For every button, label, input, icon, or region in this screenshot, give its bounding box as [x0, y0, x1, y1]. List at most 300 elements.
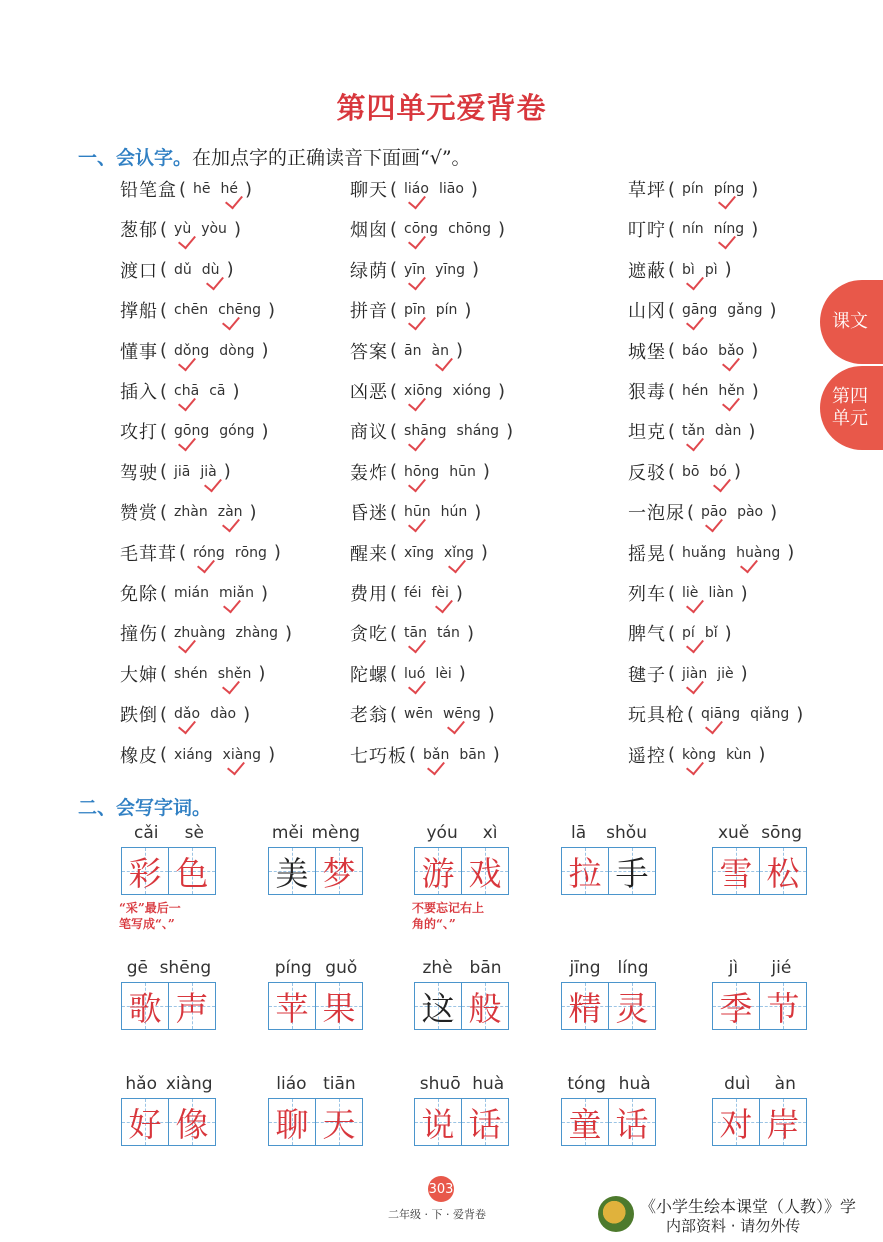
writing-pinyin [561, 823, 657, 843]
grid-box[interactable] [609, 1098, 656, 1146]
pinyin-option-b[interactable]: pì [704, 261, 718, 278]
tianzi-grid [561, 982, 657, 1030]
reading-word: 费用 [350, 584, 388, 605]
reading-item [120, 214, 243, 244]
grid-box[interactable] [121, 847, 169, 895]
pinyin-option-a[interactable]: zhàn [174, 504, 208, 521]
pinyin-option-a[interactable]: hén [682, 383, 709, 399]
paren-close: ) [740, 582, 748, 604]
pinyin-option-b[interactable]: cā [209, 383, 226, 399]
reading-word: 城堡 [628, 341, 666, 363]
paren-close: ) [758, 744, 766, 766]
reading-item [628, 174, 760, 204]
paren-close: ) [470, 178, 478, 200]
tianzi-grid [268, 982, 364, 1030]
writing-note: “采”最后一 笔写成“、” [119, 901, 181, 931]
pinyin-option-a[interactable]: dǒng [174, 342, 210, 359]
tianzi-grid [561, 847, 657, 895]
grid-box[interactable] [414, 847, 462, 895]
reading-word: 凶恶 [350, 382, 388, 403]
pinyin-option-a[interactable]: kòng [682, 746, 716, 763]
pinyin-option-a[interactable]: yīn [404, 261, 426, 278]
pinyin-option-b[interactable]: píng [713, 181, 745, 197]
paren-close: ) [226, 259, 234, 281]
pinyin-syllable: tóng [567, 1074, 606, 1094]
grid-box[interactable] [121, 1098, 169, 1146]
reading-word: 陀螺 [350, 664, 388, 686]
pinyin-option-b[interactable]: jià [200, 463, 217, 480]
reading-word: 插入 [120, 382, 158, 403]
pinyin-option-b[interactable]: zhàng [235, 625, 279, 642]
paren-open: ( [160, 582, 168, 604]
paren-open: ( [668, 299, 676, 321]
writing-pinyin [268, 1074, 364, 1094]
grid-box[interactable] [760, 982, 807, 1030]
tianzi-grid [121, 1098, 217, 1146]
pinyin-option-b[interactable]: dào [210, 706, 237, 723]
pinyin-option-b[interactable]: pín [435, 302, 458, 319]
reading-word: 坦克 [628, 422, 666, 444]
writing-pinyin [121, 1074, 217, 1094]
pinyin-option-b[interactable]: rōng [234, 544, 267, 561]
reading-word: 脾气 [628, 624, 666, 646]
pinyin-syllable: líng [617, 958, 649, 978]
reading-item [120, 457, 233, 487]
paren-open: ( [390, 340, 398, 362]
reading-item [350, 295, 473, 325]
section-2-lead: 二、会写字词。 [78, 797, 212, 819]
paren-close: ) [273, 542, 281, 564]
pinyin-option-b[interactable]: liāo [438, 181, 464, 197]
reading-item [120, 416, 271, 446]
writing-note: 不要忘记右上 角的“、” [412, 901, 485, 931]
tianzi-grid [268, 847, 364, 895]
pinyin-option-a[interactable]: qiāng [701, 706, 741, 723]
paren-open: ( [668, 744, 676, 766]
paren-close: ) [733, 461, 741, 483]
reading-word: 绿荫 [350, 260, 388, 282]
grid-box[interactable] [462, 847, 509, 895]
hanzi-char: 话 [615, 1104, 649, 1144]
paren-close: ) [232, 380, 240, 402]
pinyin-option-b[interactable]: bān [459, 746, 486, 763]
paren-open: ( [160, 380, 168, 402]
reading-item [628, 740, 767, 770]
pinyin-option-a[interactable]: nín [682, 221, 704, 238]
pinyin-option-b[interactable]: yīng [435, 261, 466, 278]
paren-close: ) [751, 340, 759, 362]
tianzi-grid [712, 982, 808, 1030]
grid-box[interactable] [169, 847, 216, 895]
paren-open: ( [668, 582, 676, 604]
grid-box[interactable] [609, 847, 656, 895]
paren-close: ) [472, 259, 480, 281]
writing-pinyin [712, 1074, 808, 1094]
pinyin-option-a[interactable]: zhuàng [174, 625, 226, 642]
reading-item [628, 497, 779, 527]
pinyin-option-a[interactable]: hūn [404, 504, 431, 521]
pinyin-option-a[interactable]: bì [682, 261, 695, 278]
grid-box[interactable] [316, 1098, 363, 1146]
tianzi-grid [414, 847, 510, 895]
pinyin-option-a[interactable]: mián [174, 585, 210, 601]
paren-close: ) [480, 542, 488, 564]
reading-item [628, 457, 743, 487]
pinyin-option-b[interactable]: zàn [217, 504, 243, 521]
pinyin-option-b[interactable]: gǎng [727, 302, 763, 319]
writing-pinyin [268, 823, 364, 843]
pinyin-syllable: jīng [569, 958, 601, 978]
pinyin-option-b[interactable]: bǐ [704, 625, 718, 642]
reading-item [120, 255, 236, 285]
pinyin-option-a[interactable]: róng [193, 544, 225, 561]
grid-box[interactable] [561, 982, 609, 1030]
reading-item [350, 578, 465, 608]
paren-close: ) [233, 218, 241, 240]
pinyin-option-b[interactable]: góng [219, 423, 255, 440]
tianzi-grid [414, 982, 510, 1030]
pinyin-option-b[interactable]: dàn [714, 423, 742, 440]
paren-close: ) [458, 663, 466, 685]
pinyin-option-a[interactable]: pīn [404, 302, 426, 319]
reading-word: 撑船 [120, 301, 158, 323]
reading-word: 昏迷 [350, 503, 388, 525]
reading-item [628, 578, 750, 608]
paren-close: ) [466, 622, 474, 644]
paren-open: ( [390, 501, 398, 523]
tianzi-grid [268, 1098, 364, 1146]
pinyin-option-a[interactable]: hē [193, 181, 211, 197]
paren-open: ( [160, 461, 168, 483]
hanzi-char: 聊 [275, 1104, 309, 1144]
pinyin-option-b[interactable]: chēng [218, 302, 262, 319]
grid-box[interactable] [316, 982, 363, 1030]
pinyin-syllable: cǎi [134, 823, 159, 843]
pinyin-option-b[interactable]: shěn [217, 665, 252, 682]
hanzi-char: 彩 [128, 853, 162, 893]
publisher-logo-icon [598, 1196, 634, 1232]
pinyin-option-a[interactable]: liè [682, 585, 699, 601]
pinyin-option-a[interactable]: ān [404, 342, 422, 359]
pinyin-option-b[interactable]: wēng [442, 706, 481, 723]
pinyin-option-a[interactable]: bō [682, 463, 700, 480]
reading-word: 撞伤 [120, 624, 158, 646]
paren-close: ) [455, 340, 463, 362]
reading-word: 驾驶 [120, 462, 158, 484]
pinyin-option-b[interactable]: xióng [452, 383, 492, 399]
pinyin-option-b[interactable]: hún [440, 504, 468, 521]
grid-box[interactable] [414, 1098, 462, 1146]
pinyin-syllable: shuō [419, 1074, 461, 1094]
reading-word: 遥控 [628, 745, 666, 767]
paren-open: ( [160, 703, 168, 725]
writing-pinyin [121, 823, 217, 843]
paren-close: ) [751, 380, 759, 402]
grid-box[interactable] [561, 1098, 609, 1146]
reading-item [120, 659, 267, 689]
pinyin-syllable: huà [472, 1074, 505, 1094]
hanzi-char: 美 [275, 853, 309, 893]
paren-open: ( [160, 744, 168, 766]
reading-item [120, 618, 294, 648]
pinyin-option-a[interactable]: xiáng [174, 746, 213, 763]
pinyin-option-b[interactable]: lèi [435, 665, 452, 682]
grid-box[interactable] [609, 982, 656, 1030]
pinyin-option-b[interactable]: hé [220, 181, 239, 197]
reading-word: 葱郁 [120, 220, 158, 242]
reading-item [120, 295, 277, 325]
reading-item [628, 699, 805, 729]
paren-close: ) [268, 299, 276, 321]
pinyin-option-a[interactable]: huǎng [682, 544, 727, 561]
pinyin-syllable: lā [571, 823, 587, 843]
pinyin-syllable: tiān [323, 1074, 356, 1094]
paren-open: ( [668, 380, 676, 402]
pinyin-syllable: sè [184, 823, 204, 843]
paren-open: ( [668, 542, 676, 564]
pinyin-option-b[interactable]: dù [201, 261, 220, 278]
grid-box[interactable] [316, 847, 363, 895]
grid-box[interactable] [169, 982, 216, 1030]
pinyin-option-b[interactable]: xǐng [443, 544, 474, 561]
paren-open: ( [390, 178, 398, 200]
reading-word: 橡皮 [120, 745, 158, 767]
pinyin-option-b[interactable]: fèi [431, 585, 449, 601]
tianzi-grid [712, 1098, 808, 1146]
reading-word: 免除 [120, 584, 158, 605]
paren-open: ( [687, 501, 695, 523]
pinyin-option-b[interactable]: yòu [201, 221, 227, 238]
writing-pinyin [561, 1074, 657, 1094]
hanzi-char: 节 [766, 988, 800, 1028]
reading-word: 毛茸茸 [120, 543, 177, 565]
grid-box[interactable] [712, 847, 760, 895]
pinyin-syllable: gē [126, 958, 149, 978]
pinyin-option-a[interactable]: hōng [404, 463, 440, 480]
pinyin-option-a[interactable]: báo [682, 342, 709, 359]
pinyin-option-a[interactable]: pín [682, 181, 704, 197]
grid-box[interactable] [561, 847, 609, 895]
paren-open: ( [668, 622, 676, 644]
pinyin-syllable: xuě [717, 823, 750, 843]
paren-close: ) [261, 420, 269, 442]
pinyin-option-b[interactable]: pào [737, 504, 764, 521]
writing-pinyin [268, 958, 364, 978]
grid-box[interactable] [169, 1098, 216, 1146]
hanzi-char: 灵 [615, 988, 649, 1028]
reading-item [628, 659, 750, 689]
paren-open: ( [160, 622, 168, 644]
reading-word: 赞赏 [120, 503, 158, 525]
paren-close: ) [261, 340, 269, 362]
pinyin-option-a[interactable]: pāo [701, 504, 728, 521]
paren-close: ) [769, 299, 777, 321]
paren-open: ( [160, 340, 168, 362]
reading-word: 答案 [350, 341, 388, 363]
hanzi-char: 游 [421, 853, 455, 893]
pinyin-option-b[interactable]: xiàng [222, 746, 262, 763]
paren-open: ( [668, 420, 676, 442]
grid-box[interactable] [268, 1098, 316, 1146]
pinyin-syllable: zhè [422, 958, 453, 978]
pinyin-option-a[interactable]: cōng [404, 221, 439, 238]
paren-open: ( [409, 744, 417, 766]
pinyin-option-a[interactable]: shén [174, 665, 208, 682]
pinyin-option-b[interactable]: liàn [708, 585, 734, 601]
pinyin-syllable: hǎo [125, 1074, 157, 1094]
pinyin-option-a[interactable]: tān [404, 625, 427, 642]
paren-close: ) [497, 218, 505, 240]
reading-item [350, 376, 507, 406]
tianzi-grid [121, 982, 217, 1030]
pinyin-option-a[interactable]: chā [174, 383, 200, 399]
paren-open: ( [160, 218, 168, 240]
paren-close: ) [770, 501, 778, 523]
pinyin-option-a[interactable]: jiā [174, 463, 191, 480]
pinyin-option-b[interactable]: dòng [219, 342, 255, 359]
pinyin-option-b[interactable]: jiè [717, 665, 734, 682]
tianzi-grid [121, 847, 217, 895]
grid-box[interactable] [712, 1098, 760, 1146]
reading-item [350, 497, 483, 527]
pinyin-option-a[interactable]: wēn [404, 706, 433, 723]
pinyin-option-a[interactable]: gōng [174, 423, 210, 440]
grid-box[interactable] [462, 982, 509, 1030]
paren-open: ( [390, 461, 398, 483]
pinyin-syllable: xì [482, 823, 498, 843]
pinyin-option-a[interactable]: luó [404, 665, 426, 682]
section-1-heading [78, 143, 471, 170]
pinyin-option-b[interactable]: miǎn [219, 585, 254, 601]
paren-open: ( [668, 663, 676, 685]
pinyin-option-a[interactable]: dǎo [174, 706, 201, 723]
tab-lesson[interactable] [820, 280, 883, 364]
paren-open: ( [668, 178, 676, 200]
pinyin-option-b[interactable]: tán [436, 625, 460, 642]
writing-pinyin [712, 958, 808, 978]
writing-pinyin [414, 823, 510, 843]
paren-open: ( [668, 259, 676, 281]
paren-close: ) [751, 178, 759, 200]
reading-item [628, 376, 761, 406]
tianzi-grid [712, 847, 808, 895]
paren-open: ( [687, 703, 695, 725]
paren-close: ) [482, 461, 490, 483]
reading-item [628, 618, 734, 648]
pinyin-option-b[interactable]: huàng [736, 544, 781, 561]
reading-word: 跌倒 [120, 705, 158, 727]
pinyin-option-a[interactable]: jiàn [682, 665, 708, 682]
paren-close: ) [464, 299, 472, 321]
pinyin-option-b[interactable]: àn [431, 342, 449, 359]
pinyin-option-b[interactable]: hūn [449, 463, 476, 480]
paren-open: ( [668, 218, 676, 240]
pinyin-option-a[interactable]: yù [174, 221, 192, 238]
section-2-heading [78, 793, 211, 820]
pinyin-option-b[interactable]: bó [709, 463, 727, 480]
grid-box[interactable] [760, 847, 807, 895]
pinyin-option-a[interactable]: xiōng [404, 383, 443, 399]
reading-word: 草坪 [628, 180, 666, 201]
pinyin-option-a[interactable]: dǔ [174, 261, 192, 278]
tab-unit-4-label: 第四 单元 [832, 386, 868, 429]
grid-box[interactable] [462, 1098, 509, 1146]
reading-item [120, 699, 252, 729]
writing-pinyin [121, 958, 217, 978]
hanzi-char: 好 [128, 1104, 162, 1144]
pinyin-option-b[interactable]: níng [713, 221, 745, 238]
reading-word: 醒来 [350, 543, 388, 565]
pinyin-option-b[interactable]: kùn [725, 746, 752, 763]
pinyin-option-b[interactable]: chōng [448, 221, 491, 238]
hanzi-char: 话 [468, 1104, 502, 1144]
hanzi-char: 说 [421, 1104, 455, 1144]
paren-close: ) [724, 622, 732, 644]
reading-item [628, 538, 796, 568]
pinyin-option-b[interactable]: hěn [718, 383, 745, 399]
reading-word: 铅笔盒 [120, 180, 177, 201]
pinyin-option-a[interactable]: shāng [404, 423, 447, 440]
pinyin-syllable: sōng [761, 823, 803, 843]
reading-item [350, 214, 507, 244]
paren-open: ( [390, 218, 398, 240]
pinyin-syllable: yóu [426, 823, 458, 843]
pinyin-option-a[interactable]: tǎn [682, 423, 705, 440]
grid-box[interactable] [268, 982, 316, 1030]
paren-close: ) [261, 582, 269, 604]
reading-word: 反驳 [628, 462, 666, 484]
hanzi-char: 般 [468, 988, 502, 1028]
paren-open: ( [390, 420, 398, 442]
pinyin-syllable: mèng [311, 823, 361, 843]
pinyin-syllable: píng [274, 958, 312, 978]
reading-item [120, 376, 242, 406]
pinyin-option-a[interactable]: liáo [404, 181, 429, 197]
hanzi-char: 梦 [322, 853, 356, 893]
writing-pinyin [414, 958, 510, 978]
paren-close: ) [245, 178, 253, 200]
pinyin-option-a[interactable]: chēn [174, 302, 209, 319]
pinyin-option-a[interactable]: bǎn [423, 746, 450, 763]
grid-box[interactable] [414, 982, 462, 1030]
paren-open: ( [390, 663, 398, 685]
pinyin-option-a[interactable]: xīng [404, 544, 434, 561]
grid-box[interactable] [121, 982, 169, 1030]
tab-unit-4[interactable] [820, 366, 883, 450]
paren-close: ) [268, 744, 276, 766]
reading-word: 渡口 [120, 260, 158, 282]
paren-open: ( [390, 582, 398, 604]
pinyin-option-a[interactable]: gāng [682, 302, 718, 319]
reading-item [120, 578, 270, 608]
pinyin-option-a[interactable]: pí [682, 625, 695, 642]
hanzi-char: 声 [175, 988, 209, 1028]
paren-close: ) [223, 461, 231, 483]
pinyin-option-b[interactable]: bǎo [718, 342, 745, 359]
pinyin-option-a[interactable]: féi [404, 585, 422, 601]
hanzi-char: 童 [568, 1104, 602, 1144]
reading-item [628, 336, 760, 366]
grid-box[interactable] [712, 982, 760, 1030]
pinyin-syllable: duì [724, 1074, 751, 1094]
paren-open: ( [390, 259, 398, 281]
hanzi-char: 对 [719, 1104, 753, 1144]
grid-box[interactable] [760, 1098, 807, 1146]
pinyin-option-b[interactable]: sháng [456, 423, 500, 440]
grid-box[interactable] [268, 847, 316, 895]
pinyin-option-b[interactable]: qiǎng [750, 706, 790, 723]
tab-lesson-label: 课文 [832, 311, 868, 332]
